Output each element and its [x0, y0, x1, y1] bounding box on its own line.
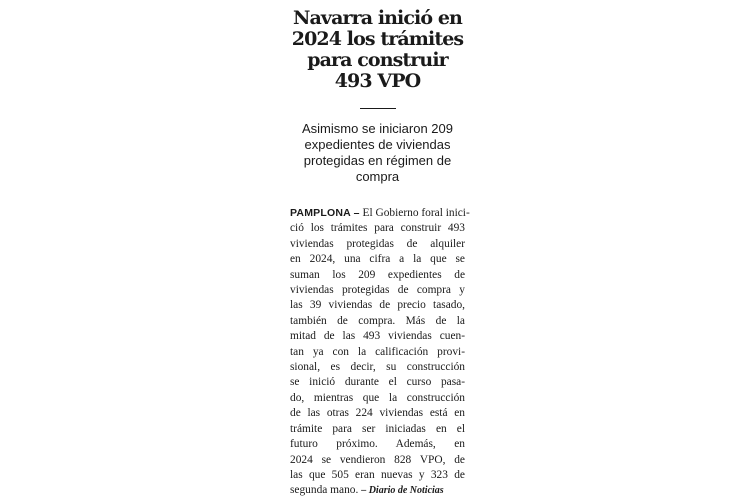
body-line-text: segunda mano.	[290, 484, 362, 497]
body-line: las 39 viviendas de precio tasado,	[290, 299, 465, 312]
body-line: también de compra. Más de la	[290, 314, 465, 327]
body-line	[290, 206, 470, 221]
dateline: PAMPLONA –	[290, 207, 360, 219]
subheadline-line: compra	[355, 169, 400, 184]
headline	[290, 8, 465, 92]
headline-line: 493 VPO	[334, 70, 421, 92]
body-line: tan ya con la calificación provi-	[290, 345, 465, 358]
subheadline	[290, 121, 465, 185]
body-line: se inició durante el curso pasa-	[290, 376, 465, 389]
headline-line: para construir	[307, 49, 448, 71]
subheadline-line: Asimismo se iniciaron 209	[301, 121, 453, 136]
body-line: trámite para ser iniciadas en el	[290, 422, 465, 435]
article-body	[290, 206, 470, 499]
body-line: en 2024, una cifra a la que se	[290, 253, 465, 266]
body-line: mitad de las 493 viviendas cuen-	[290, 330, 465, 343]
body-line: do, mientras que la construcción	[290, 391, 465, 404]
body-line: las que 505 eran nuevas y 323 de	[290, 468, 465, 481]
body-line: suman los 209 expedientes de	[290, 268, 465, 281]
subheadline-line: expedientes de viviendas	[304, 137, 451, 152]
subheadline-line: protegidas en régimen de	[303, 153, 452, 168]
body-line: sional, es decir, su construcción	[290, 361, 465, 374]
body-line-text: El Gobierno foral inici-	[359, 207, 470, 219]
signature: – Diario de Noticias	[361, 485, 444, 497]
body-line: futuro próximo. Además, en	[290, 438, 465, 451]
news-article	[290, 7, 470, 499]
body-line: viviendas protegidas de compra y	[290, 284, 465, 297]
divider	[360, 108, 396, 109]
body-line: de las otras 224 viviendas está en	[290, 407, 465, 420]
body-line	[290, 483, 465, 498]
body-line: viviendas protegidas de alquiler	[290, 237, 465, 250]
body-line: ció los trámites para construir 493	[290, 222, 465, 235]
headline-line: 2024 los trámites	[291, 28, 464, 50]
headline-line: Navarra inició en	[293, 7, 462, 29]
body-line: 2024 se vendieron 828 VPO, de	[290, 453, 465, 466]
